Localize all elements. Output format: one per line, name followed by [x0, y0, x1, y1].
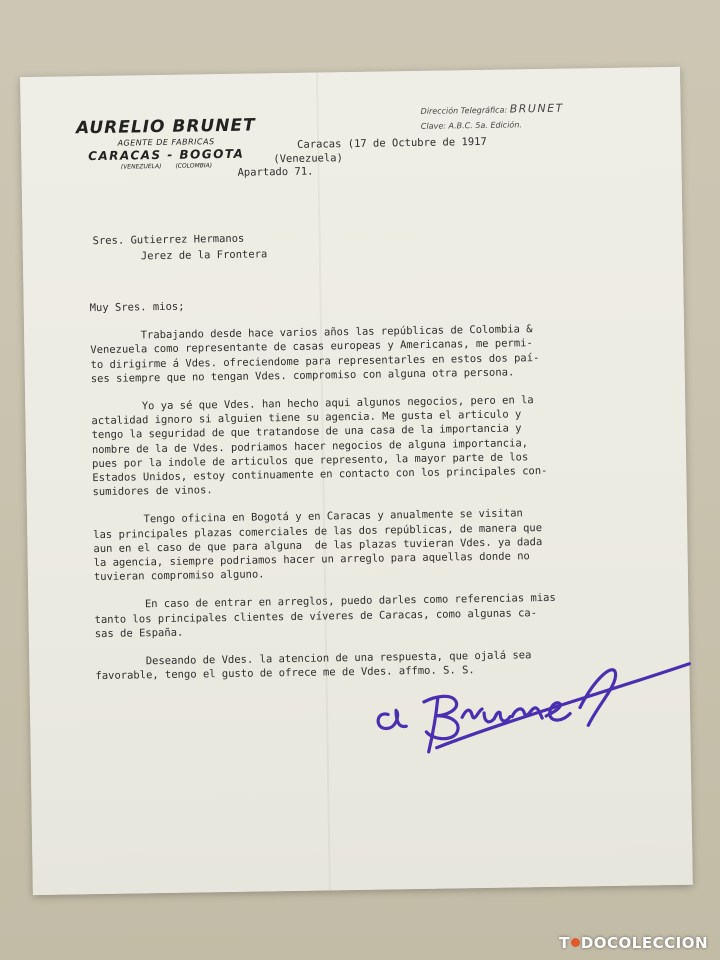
paragraph: Trabajando desde hace varios años las repúblicas de Colombia & Venezuela como representante de casas europeas y Americanas, me permi- to dirigirme á Vdes. ofreciendome para representarles en estos dos paí- ses siempre que no tengan Vdes. compromiso con alguna otra persona.: [90, 323, 540, 385]
watermark: [559, 934, 708, 952]
country-venezuela: (VENEZUELA): [120, 162, 162, 171]
paragraph: Tengo oficina en Bogotá y en Caracas y anualmente se visitan las principales plazas comerciales de las dos repúblicas, de manera que aun en el caso de que para alguna de las plazas tuvieran Vdes. ya dada la agencia, siempre podriamos hacer un arreglo para aquellas donde no tuvieran compromiso alguno.: [92, 507, 543, 584]
watermark-dot-icon: [571, 938, 580, 947]
letterhead-cities: CARACAS - BOGOTA: [88, 146, 245, 164]
recipient-city: Jerez de la Frontera: [140, 248, 268, 263]
letterhead-name: AURELIO BRUNET: [75, 115, 256, 139]
telegraph-code: Clave: A.B.C. 5a. Edición.: [420, 120, 522, 131]
date-country: (Venezuela): [273, 151, 343, 165]
telegraph-info: [420, 101, 564, 134]
watermark-suffix: DOCOLECCION: [580, 934, 708, 952]
watermark-prefix: T: [559, 934, 570, 952]
date-po-box: Apartado 71.: [237, 165, 314, 179]
telegraph-value: BRUNET: [509, 101, 564, 116]
letterhead-subtitle: AGENTE DE FABRICAS: [117, 137, 215, 148]
paragraph: Deseando de Vdes. la atencion de una respuesta, que ojalá sea favorable, tengo el gusto de ofrece me de Vdes. affmo. S. S.: [95, 649, 532, 683]
handwritten-signature: [365, 632, 697, 757]
letter-sheet: [20, 67, 693, 895]
recipient-name: Sres. Gutierrez Hermanos: [92, 232, 245, 248]
paragraph: En caso de entrar en arreglos, puedo darles como referencias mias tanto los principales clientes de víveres de Caracas, como algunas ca- sas de España.: [94, 592, 556, 640]
salutation: Muy Sres. mios;: [89, 300, 185, 315]
recipient-block: [92, 230, 267, 265]
telegraph-label: Dirección Telegráfica:: [420, 105, 508, 116]
country-colombia: (COLOMBIA): [175, 162, 213, 170]
date-block: [237, 136, 487, 180]
date-line: Caracas (17 de Octubre de 1917: [297, 135, 487, 151]
paragraph: Yo ya sé que Vdes. han hecho aqui algunos negocios, pero en la actalidad ignoro si alguien tiene su agencia. Me gusta el articulo y tengo la seguridad de que tratandose de una casa de la importancia y nombre de la de Vdes. podriamos hacer negocios de alguna importancia, pues por la indole de articulos que represento, la mayor parte de los Estados Unidos, estoy continuamente en contacto con los principales con- sumidores de vinos.: [91, 394, 548, 499]
